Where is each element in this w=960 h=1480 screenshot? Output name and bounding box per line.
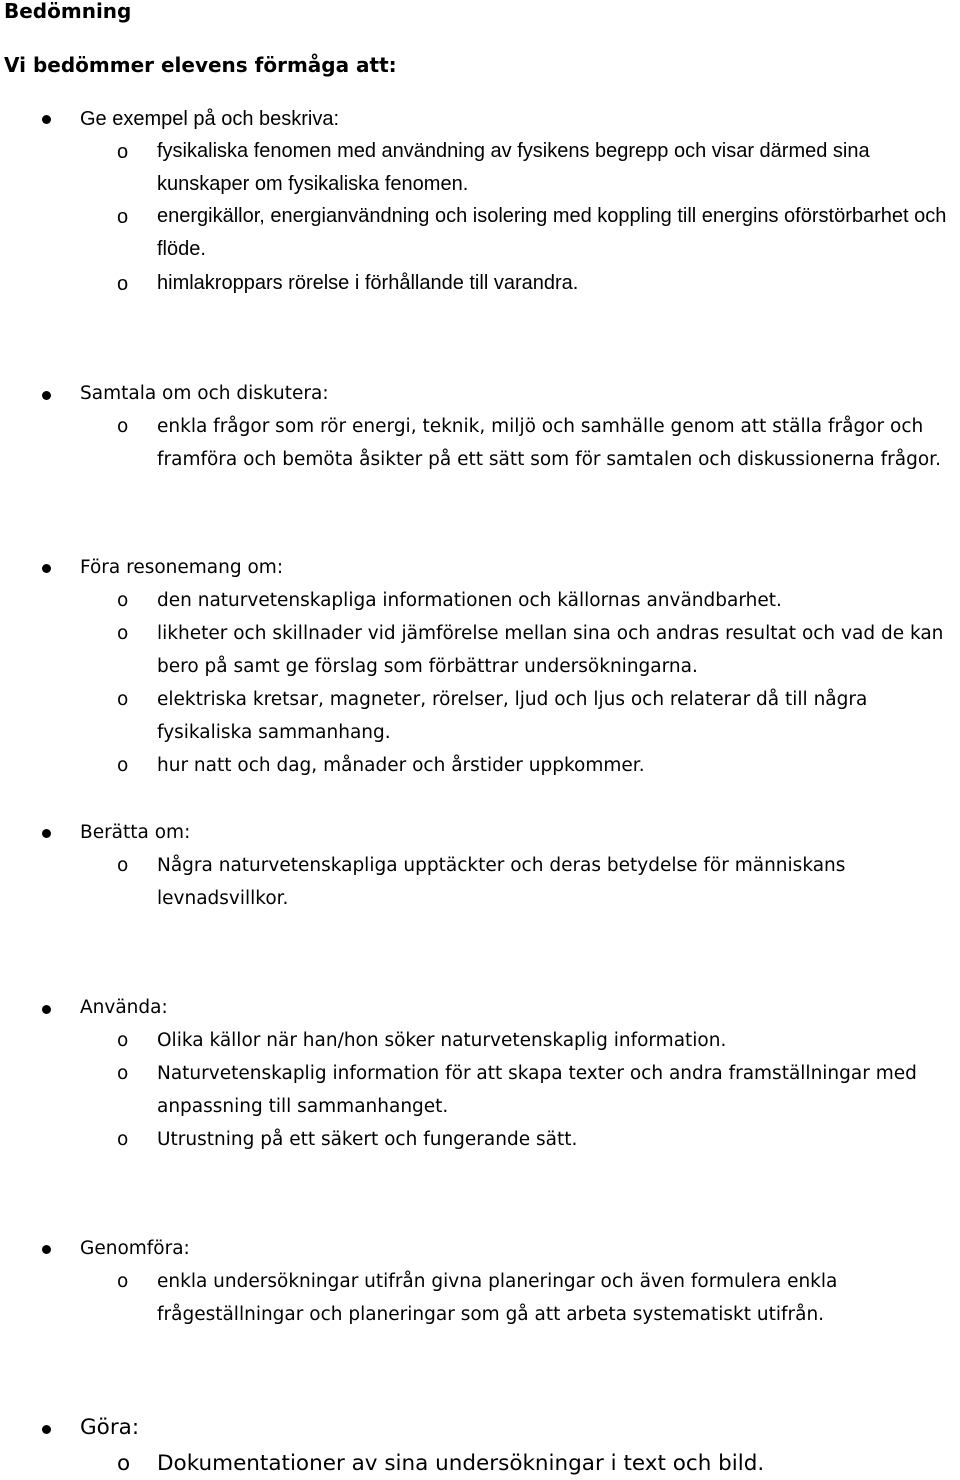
- circle-marker-icon: o: [117, 416, 129, 437]
- circle-marker-icon: o: [117, 1451, 131, 1476]
- circle-marker-icon: o: [117, 1271, 129, 1292]
- bullet-icon: [42, 391, 51, 400]
- list-item-text: den naturvetenskapliga informationen och källornas användbarhet.: [157, 590, 782, 611]
- circle-marker-icon: o: [117, 855, 129, 876]
- section-label: Ge exempel på och beskriva:: [80, 108, 340, 130]
- bullet-icon: [42, 115, 51, 124]
- circle-marker-icon: o: [117, 590, 129, 611]
- circle-marker-icon: o: [117, 1129, 129, 1150]
- list-item-text: enkla undersökningar utifrån givna planeringar och även formulera enkla frågeställningar och planeringar som gå att arbeta systematiskt utifrån.: [157, 1271, 838, 1325]
- section-fora-resonemang: [0, 553, 960, 783]
- bullet-icon: [42, 1425, 51, 1434]
- section-genomfora: [0, 1234, 960, 1334]
- list-item-text: Naturvetenskaplig information för att skapa texter och andra framställningar med anpassning till sammanhanget.: [157, 1063, 917, 1117]
- section-ge-exempel: [0, 104, 960, 304]
- list-item-text: elektriska kretsar, magneter, rörelser, ljud och ljus och relaterar då till några fysikaliska sammanhang.: [157, 689, 868, 743]
- list-item-text: fysikaliska fenomen med användning av fysikens begrepp och visar därmed sina kunskaper om fysikaliska fenomen.: [157, 140, 870, 195]
- section-label: Föra resonemang om:: [80, 557, 284, 578]
- circle-marker-icon: o: [117, 623, 129, 644]
- section-label: Berätta om:: [80, 822, 191, 843]
- list-item-text: energikällor, energianvändning och isolering med koppling till energins oförstörbarhet och flöde.: [157, 205, 947, 260]
- section-beratta: [0, 818, 960, 918]
- bullet-icon: [42, 829, 51, 838]
- circle-marker-icon: o: [117, 141, 129, 163]
- list-item-text: Några naturvetenskapliga upptäckter och deras betydelse för människans levnadsvillkor.: [157, 855, 846, 909]
- list-item-text: enkla frågor som rör energi, teknik, miljö och samhälle genom att ställa frågor och framföra och bemöta åsikter på ett sätt som för samtalen och diskussionerna frågor.: [157, 416, 941, 470]
- page-title: Bedömning: [4, 0, 132, 23]
- intro-heading: Vi bedömmer elevens förmåga att:: [4, 53, 397, 77]
- list-item-text: Olika källor när han/hon söker naturvetenskaplig information.: [157, 1030, 727, 1051]
- bullet-icon: [42, 1005, 51, 1014]
- circle-marker-icon: o: [117, 689, 129, 710]
- list-item-text: hur natt och dag, månader och årstider uppkommer.: [157, 755, 645, 776]
- circle-marker-icon: o: [117, 755, 129, 776]
- section-label: Genomföra:: [80, 1238, 190, 1259]
- list-item-text: Utrustning på ett säkert och fungerande sätt.: [157, 1129, 578, 1150]
- circle-marker-icon: o: [117, 206, 129, 228]
- section-samtala: [0, 379, 960, 479]
- bullet-icon: [42, 1245, 51, 1254]
- bullet-icon: [42, 564, 51, 573]
- section-anvanda: [0, 993, 960, 1163]
- section-gora: [0, 1413, 960, 1479]
- circle-marker-icon: o: [117, 273, 129, 295]
- list-item-text: himlakroppars rörelse i förhållande till varandra.: [157, 272, 579, 294]
- section-label: Göra:: [80, 1415, 140, 1440]
- circle-marker-icon: o: [117, 1030, 129, 1051]
- circle-marker-icon: o: [117, 1063, 129, 1084]
- section-label: Samtala om och diskutera:: [80, 383, 329, 404]
- section-label: Använda:: [80, 997, 168, 1018]
- list-item-text: Dokumentationer av sina undersökningar i text och bild.: [157, 1451, 765, 1476]
- list-item-text: likheter och skillnader vid jämförelse mellan sina och andras resultat och vad de kan bero på samt ge förslag som förbättrar undersökningarna.: [157, 623, 944, 677]
